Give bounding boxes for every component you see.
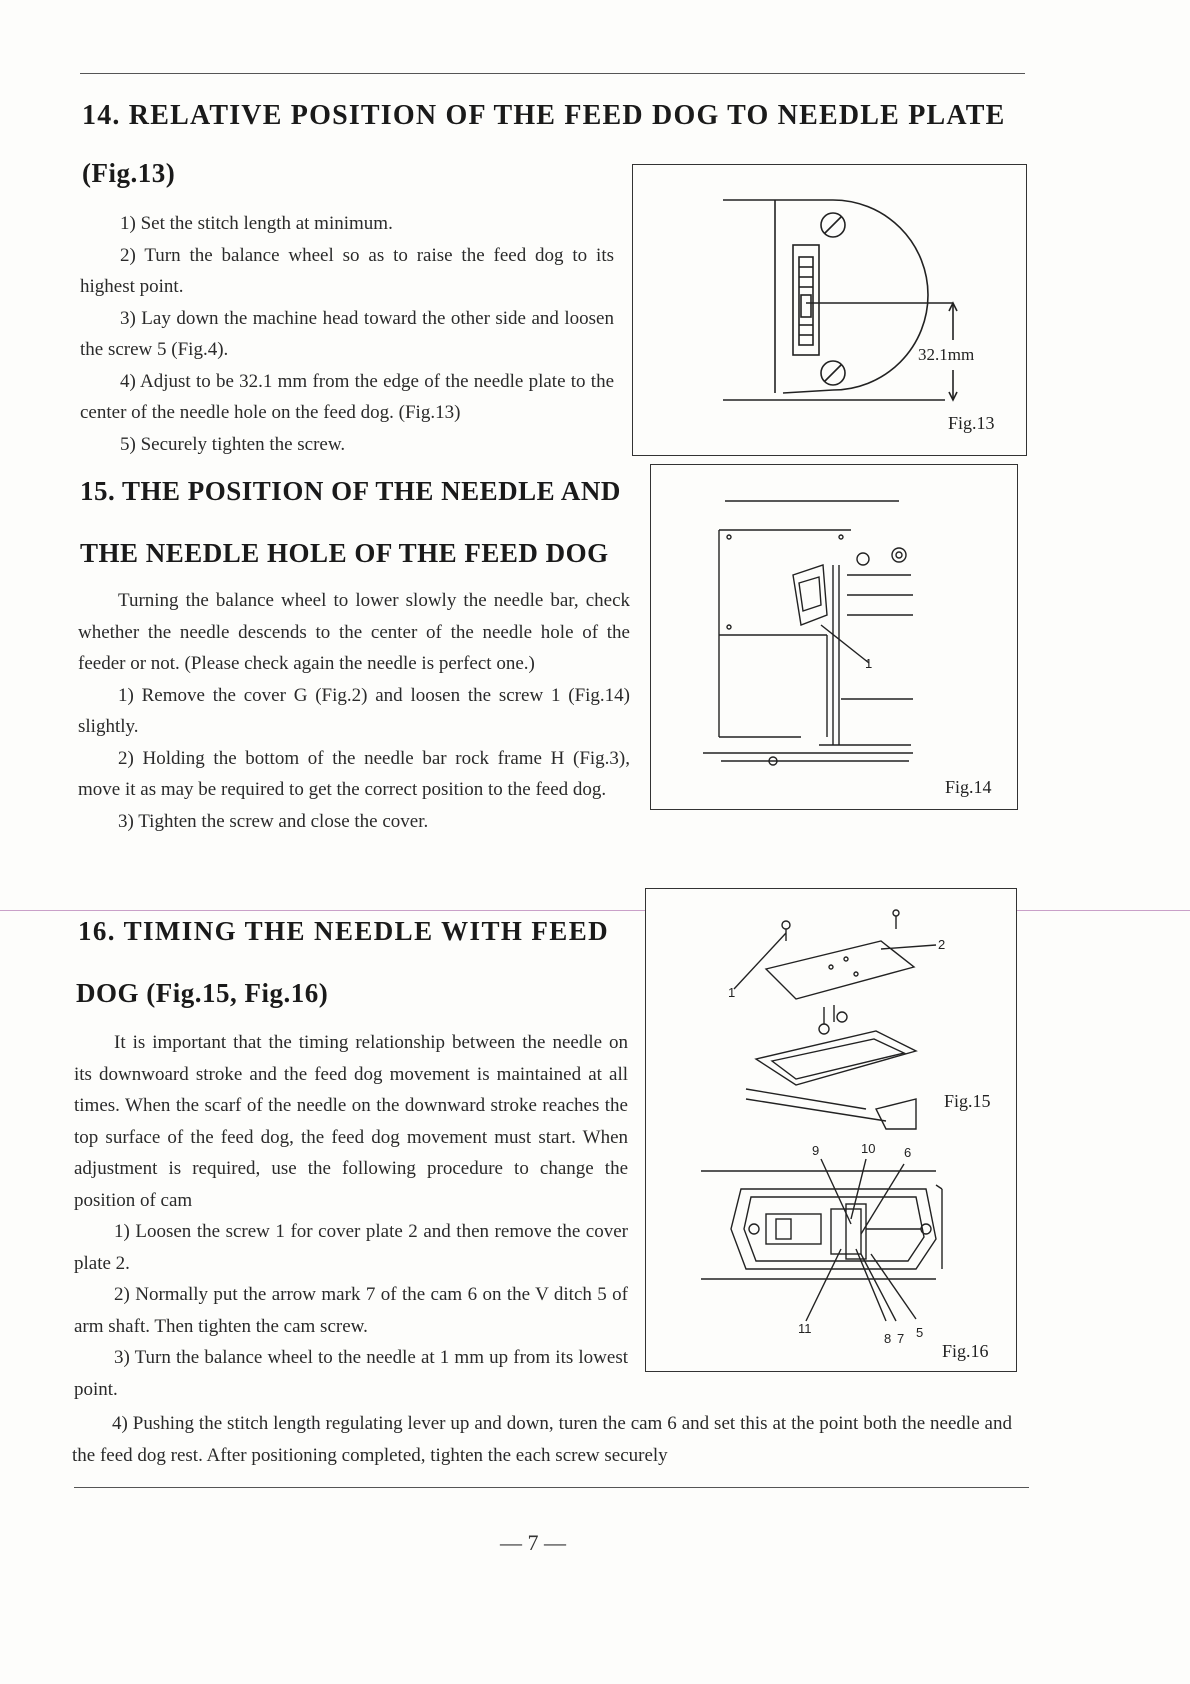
fig-14 [650, 464, 1018, 810]
s16-step-2: 2) Normally put the arrow mark 7 of the cam 6 on the V ditch 5 of arm shaft. Then tighten the cam screw. [74, 1284, 628, 1337]
fig-16-callout-11: 11 [798, 1321, 812, 1336]
section-16-title-2: DOG (Fig.15, Fig.16) [76, 978, 329, 1008]
s15-step-2: 2) Holding the bottom of the needle bar rock frame H (Fig.3), move it as may be required to get the correct position to the feed dog. [78, 747, 630, 800]
s15-intro: Turning the balance wheel to lower slowly the needle bar, check whether the needle descends to the center of the needle hole of the feeder or not. (Please check again the needle is perfect one.) [78, 590, 630, 674]
s16-intro: It is important that the timing relationship between the needle on its downwoard stroke and the feed dog movement is maintained at all times. When the scarf of the needle on the downward stroke reaches the top surface of the feed dog, the feed dog movement must start. When adjustment is required, use the following procedure to change the position of cam [74, 1032, 628, 1211]
fig-13 [632, 164, 1027, 456]
fig-15-callout-2: 2 [938, 937, 946, 952]
section-14-title: 14. RELATIVE POSITION OF THE FEED DOG TO NEEDLE PLATE [82, 100, 1006, 131]
s14-step-4: 4) Adjust to be 32.1 mm from the edge of the needle plate to the center of the needle hole on the feed dog. (Fig.13) [80, 370, 614, 423]
section-15-title-2: THE NEEDLE HOLE OF THE FEED DOG [80, 538, 609, 568]
fig-16-callout-9: 9 [812, 1143, 820, 1158]
s16-step-4-text: 4) Pushing the stitch length regulating lever up and down, turen the cam 6 and set this at the point both the needle and the feed dog rest. After positioning completed, tighten the each screw securely [72, 1413, 1012, 1466]
s16-step-4 [72, 1408, 1012, 1471]
needle-plate-diagram [633, 165, 1026, 455]
s16-step-3: 3) Turn the balance wheel to the needle at 1 mm up from its lowest point. [74, 1347, 628, 1400]
s15-step-3: 3) Tighten the screw and close the cover. [118, 810, 429, 832]
fig-16-callout-6: 6 [904, 1145, 912, 1160]
top-rule [80, 73, 1025, 74]
fig-13-dimension: 32.1mm [918, 345, 975, 364]
s14-step-1: 1) Set the stitch length at minimum. [120, 213, 393, 234]
fig-16-callout-8: 8 [884, 1331, 892, 1346]
section-14-steps [80, 208, 614, 460]
section-16-title: 16. TIMING THE NEEDLE WITH FEED [78, 916, 610, 946]
bottom-rule [74, 1487, 1029, 1488]
s14-step-5: 5) Securely tighten the screw. [120, 433, 346, 455]
cam-timing-diagram [646, 889, 1016, 1371]
page-number: — 7 — [500, 1530, 566, 1555]
s14-step-3: 3) Lay down the machine head toward the other side and loosen the screw 5 (Fig.4). [80, 307, 614, 360]
section-16-body [74, 1027, 628, 1405]
fig-15-16 [645, 888, 1017, 1372]
fig-15-label: Fig.15 [944, 1091, 991, 1111]
fig-15-callout-1: 1 [728, 985, 736, 1000]
fig-13-label: Fig.13 [948, 413, 995, 433]
s16-step-1: 1) Loosen the screw 1 for cover plate 2 and then remove the cover plate 2. [74, 1221, 628, 1274]
section-14-title-fig: (Fig.13) [82, 158, 176, 188]
fig-16-callout-10: 10 [861, 1141, 876, 1156]
fig-14-callout-1: 1 [865, 656, 873, 671]
section-15-title: 15. THE POSITION OF THE NEEDLE AND [80, 476, 621, 506]
section-15-body [78, 585, 630, 837]
fig-16-callout-7: 7 [897, 1331, 905, 1346]
fig-16-callout-5: 5 [916, 1325, 924, 1340]
needle-bar-diagram [651, 465, 1017, 809]
s14-step-2: 2) Turn the balance wheel so as to raise the feed dog to its highest point. [80, 244, 614, 297]
fig-14-label: Fig.14 [945, 777, 992, 797]
s15-step-1: 1) Remove the cover G (Fig.2) and loosen the screw 1 (Fig.14) slightly. [78, 684, 630, 737]
fig-16-label: Fig.16 [942, 1341, 989, 1361]
